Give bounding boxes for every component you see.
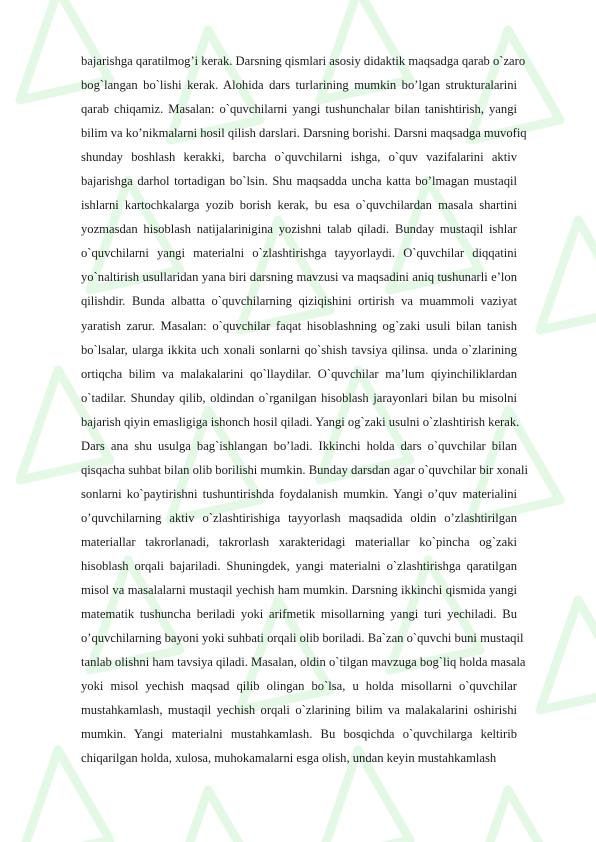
text-line: bajarish qiyin emasligiga ishonch hosil qiladi. Yangi og`zaki usulni o`zlashtirish kerak. bbox=[81, 414, 520, 429]
text-line: yaratish zarur. Masalan: o`quvchilar faqat hisoblashning og`zaki usuli bilan tanish bbox=[81, 318, 517, 333]
text-line: bilim va ko’nikmalarni hosil qilish darslari. Darsning borishi. Darsni maqsadga muvofiq bbox=[81, 126, 527, 141]
body-text bbox=[81, 49, 528, 770]
text-line: ortiqcha bilim va malakalarini qo`llaydilar. O`quvchilar ma’lum qiyinchiliklardan bbox=[81, 366, 517, 381]
watermark-triangle bbox=[540, 220, 596, 330]
watermark-triangle bbox=[170, 790, 260, 842]
text-line: ishlarni kartochkalarga yozib borish kerak, bu esa o`quvchilardan masala shartini bbox=[81, 198, 517, 213]
text-line: matematik tushuncha beriladi yoki arifmetik misollarning yangi turi yechiladi. Bu bbox=[81, 607, 517, 622]
text-line: yozmasdan hisoblash natijalarinigina yozishni talab qiladi. Bunday mustaqil ishlar bbox=[81, 222, 517, 237]
text-line: o’quvchilarning bayoni yoki suhbati orqali olib boriladi. Ba`zan o`quvchi buni mustaqil bbox=[81, 631, 524, 646]
text-line: yoki misol yechish maqsad qilib olingan bo`lsa, u holda misollarni o`quvchilar bbox=[81, 679, 517, 694]
text-line: o’quvchilarning aktiv o`zlashtirishiga tayyorlash maqsadida oldin o’zlashtirilgan bbox=[81, 510, 517, 525]
text-line: bo`lsalar, ularga ikkita uch xonali sonlarni qo`shish tavsiya qilinsa. unda o`zlarining bbox=[81, 342, 517, 357]
text-line: o`tadilar. Shunday qilib, oldindan o`rganilgan hisoblash jarayonlari bilan bu misolni bbox=[81, 390, 517, 405]
text-line: materiallar takrorlanadi, takrorlash xarakteridagi materiallar ko`pincha og`zaki bbox=[81, 534, 517, 549]
text-line: shunday boshlash kerakki, barcha o`quvchilarni ishga, o`quv vazifalarini aktiv bbox=[81, 150, 517, 165]
watermark-triangle bbox=[470, 790, 560, 842]
watermark-triangle bbox=[540, 600, 596, 710]
text-line: tanlab olishni ham tavsiya qiladi. Masalan, oldin o`tilgan mavzuga bog`liq holda masala bbox=[81, 655, 526, 670]
text-line: sonlarni ko`paytirishni tushuntirishda foydalanish mumkin. Yangi o’quv materialini bbox=[81, 486, 517, 501]
text-line: Dars ana shu usulga bag`ishlangan bo’ladi. Ikkinchi holda dars o`quvchilar bilan bbox=[81, 438, 517, 453]
text-line: qarab chiqamiz. Masalan: o`quvchilarni yangi tushunchalar bilan tanishtirish, yangi bbox=[81, 102, 517, 117]
text-line: mustahkamlash, mustaqil yechish orqali o`zlarining bilim va malakalarini oshirishi bbox=[81, 703, 517, 718]
text-line: chiqarilgan holda, xulosa, muhokamalarni esga olish, undan keyin mustahkamlash bbox=[81, 751, 497, 766]
text-line: qisqacha suhbat bilan olib borilishi mumkin. Bunday darsdan agar o`quvchilar bir xonali bbox=[81, 462, 528, 477]
text-line: hisoblash orqali bajariladi. Shuningdek, yangi materialni o`zlashtirishga qaratilgan bbox=[81, 558, 517, 573]
text-line: o`quvchilarni yangi materialni o`zlashtirishga tayyorlaydi. O`quvchilar diqqatini bbox=[81, 246, 517, 261]
text-line: bog`langan bo`lishi kerak. Alohida dars turlarining mumkin bo’lgan strukturalarini bbox=[81, 78, 517, 93]
text-line: yo`naltirish usullaridan yana biri darsning mavzusi va maqsadini aniq tushunarli e’lon bbox=[81, 270, 517, 285]
text-line: bajarishga qaratilmog’i kerak. Darsning qismlari asosiy didaktik maqsadga qarab o`zaro bbox=[81, 54, 526, 68]
text-line: qilishdir. Bunda albatta o`quvchilarning qiziqishini ortirish va muammoli vaziyat bbox=[81, 294, 517, 309]
text-line: mumkin. Yangi materialni mustahkamlash. Bu bosqichda o`quvchilarga keltirib bbox=[81, 727, 517, 742]
text-line: bajarishga darhol tortadigan bo`lsin. Shu maqsadda uncha katta bo’lmagan mustaqil bbox=[81, 174, 517, 189]
text-line: misol va masalalarni mustaqil yechish ham mumkin. Darsning ikkinchi qismida yangi bbox=[81, 583, 517, 598]
